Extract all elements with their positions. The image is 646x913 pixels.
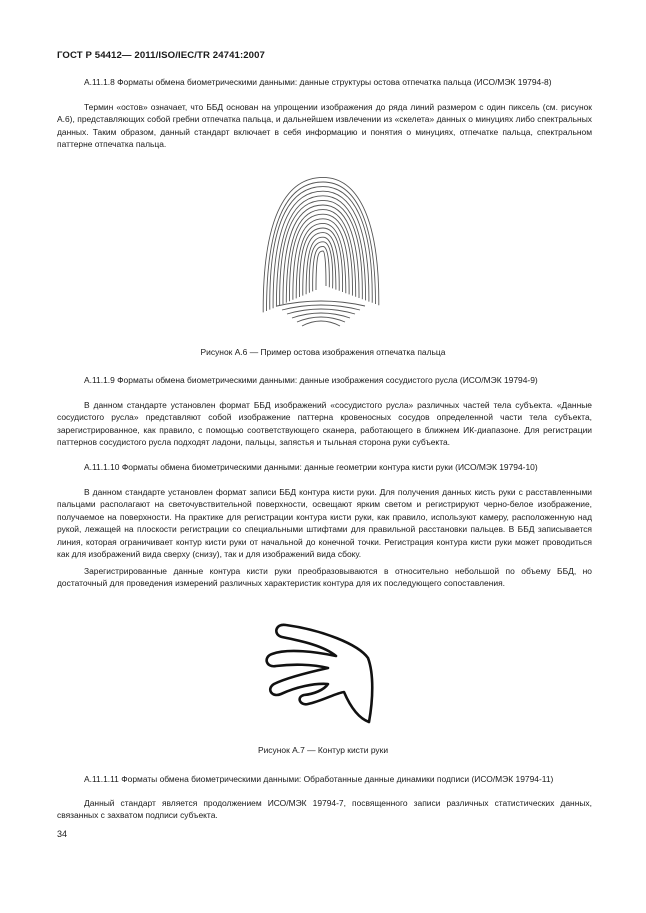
fingerprint-ridge xyxy=(283,205,359,304)
section-heading-a11-1-9: А.11.1.9 Форматы обмена биометрическими данными: данные изображения сосудистого русла (ИСО/МЭК 19794-9) xyxy=(84,375,538,385)
fingerprint-ridge xyxy=(313,246,330,291)
fingerprint-ridge xyxy=(306,237,336,294)
figure-caption-a7: Рисунок А.7 — Контур кисти руки xyxy=(257,745,389,755)
fingerprint-skeleton-image xyxy=(257,168,385,330)
figure-caption-a6: Рисунок А.6 — Пример остова изображения отпечатка пальца xyxy=(200,347,446,357)
document-header: ГОСТ Р 54412— 2011/ISO/IEC/TR 24741:2007 xyxy=(57,50,265,61)
fingerprint-ridge xyxy=(302,321,340,326)
section-heading-a11-1-8: А.11.1.8 Форматы обмена биометрическими данными: данные структуры остова отпечатка пальца (ИСО/МЭК 19794-8) xyxy=(84,77,552,87)
paragraph-vascular: В данном стандарте установлен формат ББД изображений «сосудистого русла» различных частей тела субъекта. «Данные сосудистого русла» представляют собой изображение паттерна кровеносных сосудов определенной части тела субъекта, зарегистрированное, как правило, с помощью соответствующего сканера, работающего в ближнем ИК-диапазоне. Для регистрации паттернов сосудистого русла подходят ладони, пальцы, запястья и тыльная сторона руки субъекта. xyxy=(57,400,592,448)
section-heading-a11-1-10: А.11.1.10 Форматы обмена биометрическими данными: данные геометрии контура кисти руки (ИСО/МЭК 19794-10) xyxy=(84,462,538,472)
page-number: 34 xyxy=(57,829,68,839)
paragraph-skeleton: Термин «остов» означает, что ББД основан на упрощении изображения до ряда линий размером с один пиксель (см. рисунок А.6), представляющих собой гребни отпечатка пальца, и дальнейшем извлечении из «скелета» данных о минуциях либо спектральных данных. Таким образом, данный стандарт включает в себя информацию и понятия о минуциях, отпечатке пальца, спектральном паттерне отпечатка пальца. xyxy=(57,102,592,150)
paragraph-hand-record: Зарегистрированные данные контура кисти руки преобразовываются в относительно небольшой по объему ББД, но достаточный для проведения измерений различных характеристик контура для их последующего сопоставления. xyxy=(57,566,592,589)
fingerprint-ridge xyxy=(316,251,326,290)
section-heading-a11-1-11: А.11.1.11 Форматы обмена биометрическими данными: Обработанные данные динамики подписи (ИСО/МЭК 19794-11) xyxy=(84,774,554,784)
paragraph-hand-geometry: В данном стандарте установлен формат записи ББД контура кисти руки. Для получения данных кисть руки с расставленными пальцами располагают на светочувствительной поверхности, освещают ярким светом и регистрируют черно-белое изображение, получаемое на поверхности. На практике для регистрации контура кисти руки, как правило, используют камеру, расположенную над рукой, лежащей на плоскости регистрации со специальными штифтами для правильной расстановки пальцев. В ББД записывается линия, которая ограничивает контур кисти руки от начальной до конечной точки. Регистрация контура кисти руки может проводиться как для изображений вида сверху (снизу), так и для изображений вида сбоку. xyxy=(57,487,592,560)
hand-contour-image xyxy=(262,622,392,726)
paragraph-signature: Данный стандарт является продолжением ИСО/МЭК 19794-7, посвященного записи различных статистических данных, связанных с захватом подписи субъекта. xyxy=(57,798,592,821)
